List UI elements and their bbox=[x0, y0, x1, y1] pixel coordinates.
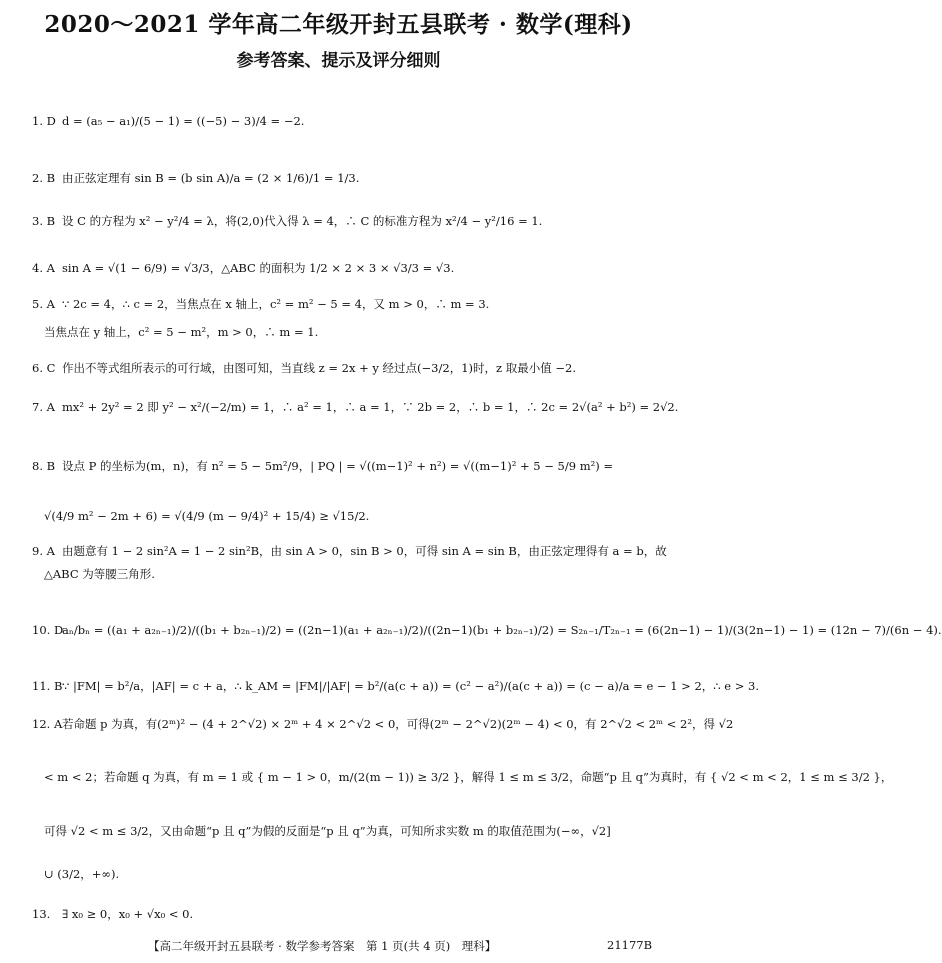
answer-text: d = (a₅ − a₁)/(5 − 1) = ((−5) − 3)/4 = −2. bbox=[62, 114, 305, 128]
answer-text: △ABC 为等腰三角形. bbox=[44, 567, 155, 581]
answer-continuation bbox=[44, 823, 654, 839]
answer-text: 设点 P 的坐标为(m，n)，有 n² = 5 − 5m²/9，| PQ | = √((m−1)² + n²) = √((m−1)² + 5 − 5/9 m²) = bbox=[62, 459, 613, 473]
answer-text: sin A = √(1 − 6/9) = √3/3，△ABC 的面积为 1/2 × 2 × 3 × √3/3 = √3. bbox=[62, 261, 455, 275]
answer-continuation bbox=[44, 769, 893, 785]
answer-item bbox=[32, 113, 652, 129]
answer-item bbox=[32, 213, 652, 229]
answer-text: 可得 √2 < m ≤ 3/2，又由命题“p 且 q”为假的反面是“p 且 q”为真，可知所求实数 m 的取值范围为(−∞，√2] bbox=[44, 824, 611, 838]
answer-text: < m < 2；若命题 q 为真，有 m = 1 或 { m − 1 > 0，m/(2(m − 1)) ≥ 3/2 }，解得 1 ≤ m ≤ 3/2，命题“p 且 q”为真时，有 { √2 < m < 2，1 ≤ m ≤ 3/2 }， bbox=[44, 770, 893, 784]
answer-item bbox=[32, 678, 759, 694]
answer-item bbox=[32, 360, 652, 376]
answer-item bbox=[32, 906, 652, 922]
answer-item bbox=[32, 622, 942, 638]
answer-number: 3. B bbox=[32, 214, 56, 228]
answer-text: 由题意有 1 − 2 sin²A = 1 − 2 sin²B，由 sin A > 0，sin B > 0，可得 sin A = sin B，由正弦定理得有 a = b，故 bbox=[62, 544, 667, 558]
answer-text: ∵ |FM| = b²/a，|AF| = c + a，∴ k_AM = |FM|/|AF| = b²/(a(c + a)) = (c² − a²)/(a(c + a)) = (c − a)/a = e − 1 > 2，∴ e > 3. bbox=[62, 679, 759, 693]
answer-text: 当焦点在 y 轴上，c² = 5 − m²，m > 0，∴ m = 1. bbox=[44, 325, 319, 339]
answer-continuation bbox=[44, 866, 654, 882]
page-subtitle: 参考答案、提示及评分细则 bbox=[236, 51, 441, 71]
answer-item bbox=[32, 543, 667, 559]
answer-text: ∃ x₀ ≥ 0，x₀ + √x₀ < 0. bbox=[62, 907, 194, 921]
answer-text: 由正弦定理有 sin B = (b sin A)/a = (2 × 1/6)/1 = 1/3. bbox=[62, 171, 360, 185]
answer-text: aₙ/bₙ = ((a₁ + a₂ₙ₋₁)/2)/((b₁ + b₂ₙ₋₁)/2) = ((2n−1)(a₁ + a₂ₙ₋₁)/2)/((2n−1)(b₁ + b₂ₙ₋₁)/2) = S₂ₙ₋₁/T₂ₙ₋₁ = (6(2n−1) − 1)/(3(2n−1) − 1) = (12n − 7)/(6n − 4). bbox=[62, 623, 942, 637]
answer-number: 4. A bbox=[32, 261, 55, 275]
footer-text: 【高二年级开封五县联考 · 数学参考答案 第 1 页(共 4 页) 理科】 bbox=[148, 939, 497, 953]
answer-text: √(4/9 m² − 2m + 6) = √(4/9 (m − 9/4)² + 15/4) ≥ √15/2. bbox=[44, 509, 370, 523]
answer-item bbox=[32, 458, 652, 474]
answer-number: 13. bbox=[32, 907, 51, 921]
answer-number: 9. A bbox=[32, 544, 55, 558]
answer-item bbox=[32, 260, 652, 276]
answer-text: mx² + 2y² = 2 即 y² − x²/(−2/m) = 1，∴ a² = 1，∴ a = 1，∵ 2b = 2，∴ b = 1，∴ 2c = 2√(a² + b²) = 2√2. bbox=[62, 400, 679, 414]
answer-number: 5. A bbox=[32, 297, 55, 311]
answer-item bbox=[32, 170, 652, 186]
answer-number: 12. A bbox=[32, 717, 63, 731]
answer-number: 7. A bbox=[32, 400, 55, 414]
answer-number: 8. B bbox=[32, 459, 56, 473]
answer-number: 11. B bbox=[32, 679, 63, 693]
answer-text: 设 C 的方程为 x² − y²/4 = λ，将(2,0)代入得 λ = 4，∴ C 的标准方程为 x²/4 − y²/16 = 1. bbox=[62, 214, 543, 228]
answer-continuation bbox=[44, 508, 654, 524]
answer-text: ∵ 2c = 4，∴ c = 2，当焦点在 x 轴上，c² = m² − 5 = 4，又 m > 0，∴ m = 3. bbox=[62, 297, 490, 311]
answer-number: 6. C bbox=[32, 361, 56, 375]
answer-text: 作出不等式组所表示的可行域，由图可知，当直线 z = 2x + y 经过点(−3/2，1)时，z 取最小值 −2. bbox=[62, 361, 576, 375]
answer-item bbox=[32, 716, 734, 732]
answer-number: 1. D bbox=[32, 114, 56, 128]
answer-text: 若命题 p 为真，有(2ᵐ)² − (4 + 2^√2) × 2ᵐ + 4 × 2^√2 < 0，可得(2ᵐ − 2^√2)(2ᵐ − 4) < 0，有 2^√2 < 2ᵐ < 2²，得 √2 bbox=[62, 717, 734, 731]
answer-text: ∪ (3/2，+∞). bbox=[44, 867, 120, 881]
answer-number: 2. B bbox=[32, 171, 56, 185]
answer-continuation bbox=[44, 566, 654, 582]
answer-continuation bbox=[44, 324, 654, 340]
answer-number: 10. D bbox=[32, 623, 64, 637]
answer-item bbox=[32, 399, 679, 415]
page-title: 2020～2021 学年高二年级开封五县联考 · 数学(理科) bbox=[44, 11, 633, 38]
answer-item bbox=[32, 296, 652, 312]
document-code: 21177B bbox=[607, 938, 653, 952]
